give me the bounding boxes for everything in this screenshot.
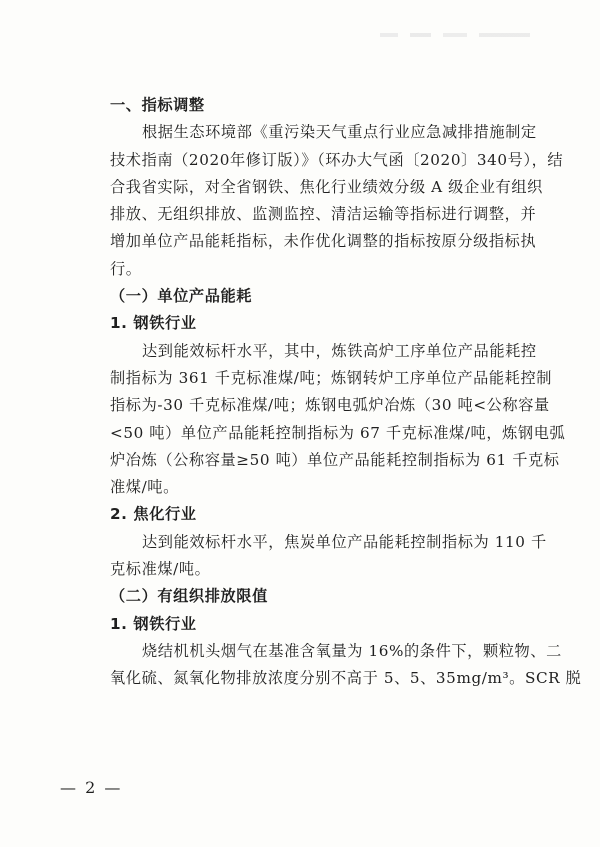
page-number: — 2 —: [60, 778, 123, 797]
paragraph-line: <50 吨）单位产品能耗控制指标为 67 千克标准煤/吨，炼钢电弧: [110, 423, 566, 442]
paragraph-line: 克标准煤/吨。: [110, 560, 211, 579]
paragraph-line: 达到能效标杆水平，焦炭单位产品能耗控制指标为 110 千: [142, 532, 547, 551]
paragraph-line: 技术指南（2020年修订版）》（环办大气函〔2020〕340号），结: [110, 150, 564, 169]
paragraph-line: 指标为-30 千克标准煤/吨；炼钢电弧炉冶炼（30 吨<公称容量: [110, 396, 550, 415]
paragraph-line: 烧结机机头烟气在基准含氧量为 16%的条件下，颗粒物、二: [142, 641, 562, 660]
paragraph-line: 增加单位产品能耗指标，未作优化调整的指标按原分级指标执: [110, 232, 537, 251]
paragraph-line: 准煤/吨。: [110, 478, 179, 497]
paragraph-line: 行。: [110, 259, 142, 278]
paragraph-line: 氧化硫、氮氧化物排放浓度分别不高于 5、5、35mg/m³。SCR 脱: [110, 669, 582, 688]
industry-heading: 1. 钢铁行业: [110, 614, 197, 633]
paragraph-line: 合我省实际，对全省钢铁、焦化行业绩效分级 A 级企业有组织: [110, 177, 543, 196]
subsection-heading: （二）有组织排放限值: [110, 587, 268, 606]
document-body: [110, 92, 582, 693]
subsection-heading: （一）单位产品能耗: [110, 287, 253, 306]
industry-heading: 2. 焦化行业: [110, 505, 197, 524]
paragraph-line: 达到能效标杆水平，其中，炼铁高炉工序单位产品能耗控: [142, 341, 537, 360]
paragraph-line: 排放、无组织排放、监测监控、清洁运输等指标进行调整，并: [110, 205, 537, 224]
section-heading: 一、指标调整: [110, 96, 205, 114]
industry-heading: 1. 钢铁行业: [110, 314, 197, 333]
paragraph-line: 炉冶炼（公称容量≥50 吨）单位产品能耗控制指标为 61 千克标: [110, 450, 560, 469]
paragraph-line: 根据生态环境部《重污染天气重点行业应急减排措施制定: [142, 123, 537, 142]
paragraph-line: 制指标为 361 千克标准煤/吨；炼钢转炉工序单位产品能耗控制: [110, 368, 553, 387]
scan-artifact: [380, 33, 530, 37]
